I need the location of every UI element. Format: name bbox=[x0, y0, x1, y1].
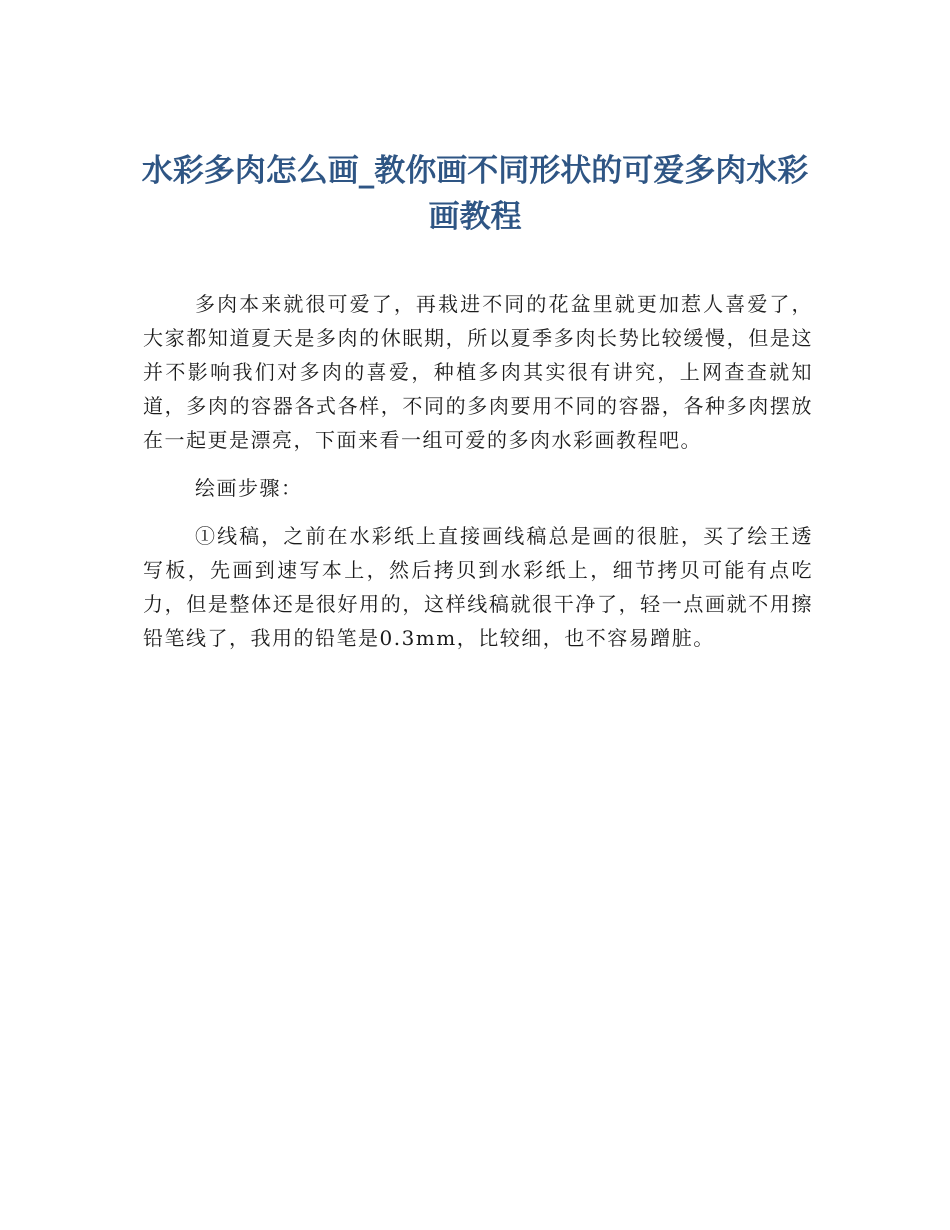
document-body bbox=[143, 287, 813, 669]
document-title: 水彩多肉怎么画_教你画不同形状的可爱多肉水彩画教程 bbox=[141, 153, 809, 235]
steps-heading: 绘画步骤： bbox=[195, 476, 303, 500]
intro-paragraph: 多肉本来就很可爱了，再栽进不同的花盆里就更加惹人喜爱了，大家都知道夏天是多肉的休眠期，所以夏季多肉长势比较缓慢，但是这并不影响我们对多肉的喜爱，种植多肉其实很有讲究，上网查查就知道，多肉的容器各式各样，不同的多肉要用不同的容器，各种多肉摆放在一起更是漂亮，下面来看一组可爱的多肉水彩画教程吧。 bbox=[143, 292, 813, 452]
step-1-paragraph: ①线稿，之前在水彩纸上直接画线稿总是画的很脏，买了绘王透写板，先画到速写本上，然后拷贝到水彩纸上，细节拷贝可能有点吃力，但是整体还是很好用的，这样线稿就很干净了，轻一点画就不用擦铅笔线了，我用的铅笔是0.3mm，比较细，也不容易蹭脏。 bbox=[143, 524, 813, 650]
